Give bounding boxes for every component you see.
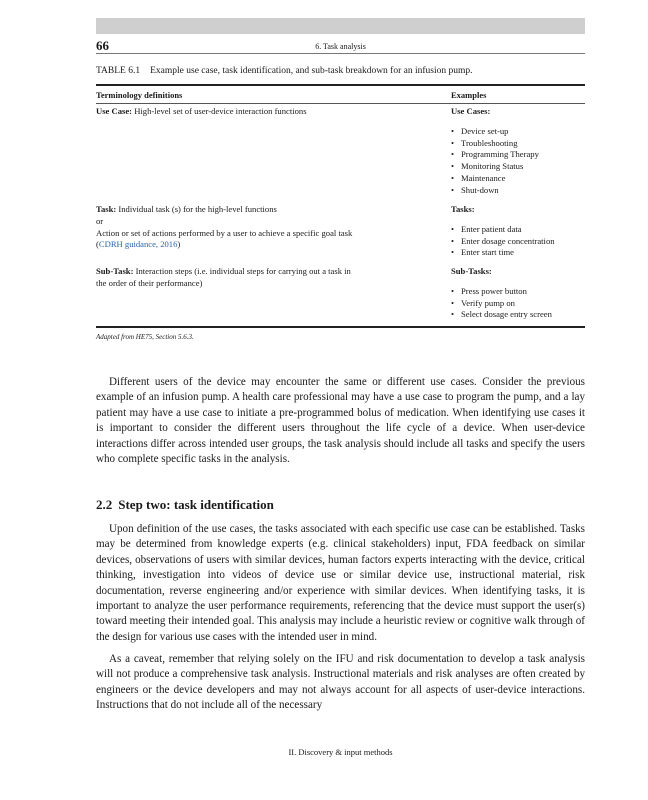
table-bottom-rule	[96, 326, 585, 328]
paragraph-text: As a caveat, remember that relying solely on the IFU and risk documentation to develop a task analysis will not produce a comprehensive task analysis. Instructional materials and risk analyses are often created by engineers or the device developers and may not always account for all aspects of user-device interactions. Instructions that do not include all of the necessary	[96, 653, 585, 712]
table-label: TABLE 6.1	[96, 66, 141, 76]
list-item: • Monitoring Status	[451, 161, 585, 173]
table-footnote: Adapted from HE75, Section 5.6.3.	[96, 333, 194, 341]
list-item: • Device set-up	[451, 126, 585, 138]
list-item: • Enter start time	[451, 247, 585, 259]
term-label: Task:	[96, 204, 117, 214]
list-item: • Enter dosage concentration	[451, 236, 585, 248]
row-definition	[96, 204, 356, 251]
list-item: • Maintenance	[451, 173, 585, 185]
col-header-examples: Examples	[451, 89, 487, 100]
col-header-terminology: Terminology definitions	[96, 89, 183, 100]
running-head: 6. Task analysis	[315, 42, 366, 51]
section-heading	[96, 497, 274, 513]
row-definition	[96, 106, 356, 118]
term-definition-2-end: )	[177, 239, 181, 250]
cdrh-guidance-link[interactable]: CDRH guidance, 2016	[98, 239, 178, 250]
example-list	[451, 126, 585, 197]
row-examples	[451, 204, 585, 259]
term-definition-2: Action or set of actions performed by a user to achieve a specific goal task (	[96, 227, 353, 250]
section-number: 2.2	[96, 497, 113, 512]
paragraph-text: Different users of the device may encounter the same or different use cases. Consider the previous example of an infusion pump. A health care professional may have a use case to program the pump, and a lay patient may have a use case to initiate a pre-programmed bolus of medication. When identifying use cases it is important to consider the different users throughout the life cycle of a device. When user-device interactions differ across intended user groups, the task analysis should include all tasks and specify the users who complete specific tasks in the analysis.	[96, 376, 585, 466]
table-caption-text: Example use case, task identification, and sub-task breakdown for an infusion pump.	[150, 66, 473, 76]
example-title: Use Cases:	[451, 106, 491, 116]
example-title: Tasks:	[451, 204, 475, 214]
paragraph-text: Upon definition of the use cases, the tasks associated with each specific use case can be established. Tasks may be determined from knowledge experts (e.g. clinical stakeholders) input, FDA feedback on similar devices, observations of users with similar devices, human factors experts interacting with the device, critical thinking, investigation into videos of device use or similar device use, instructional material, risk documentation, reverse engineering and/or experience with similar devices. When identifying tasks, it is important to analyze the user performance requirements, referencing that the device must support the user(s) toward meeting their intended goal. This analysis may include a heuristic review or cognitive walk through of the design for various use cases with the intended user in mind.	[96, 523, 585, 643]
row-definition	[96, 266, 356, 290]
header-bar	[96, 18, 585, 34]
row-examples	[451, 266, 585, 321]
term-label: Use Case:	[96, 106, 133, 116]
term-label: Sub-Task:	[96, 266, 134, 276]
paragraph-2	[96, 522, 585, 645]
list-item: • Press power button	[451, 286, 585, 298]
table-caption	[96, 66, 473, 76]
section-title: Step two: task identification	[118, 497, 274, 512]
table	[96, 84, 585, 320]
list-item: • Select dosage entry screen	[451, 309, 585, 321]
list-item: • Troubleshooting	[451, 138, 585, 150]
page-footer: II. Discovery & input methods	[288, 747, 393, 757]
example-title: Sub-Tasks:	[451, 266, 492, 276]
paragraph-1	[96, 375, 585, 467]
or-text: or	[96, 215, 104, 226]
table-header-rule	[96, 103, 585, 104]
example-list	[451, 224, 585, 259]
term-definition: Individual task (s) for the high-level functions	[116, 204, 277, 214]
term-definition: High-level set of user-device interaction functions	[132, 106, 307, 116]
row-examples	[451, 106, 585, 197]
page-number: 66	[96, 38, 109, 53]
list-item: • Shut-down	[451, 185, 585, 197]
list-item: • Enter patient data	[451, 224, 585, 236]
list-item: • Verify pump on	[451, 298, 585, 310]
term-definition: Interaction steps (i.e. individual steps for carrying out a task in the order of their performance)	[96, 266, 351, 288]
list-item: • Programming Therapy	[451, 149, 585, 161]
example-list	[451, 286, 585, 321]
table-header-row	[96, 86, 585, 103]
paragraph-3	[96, 652, 585, 714]
header-rule	[96, 53, 585, 54]
